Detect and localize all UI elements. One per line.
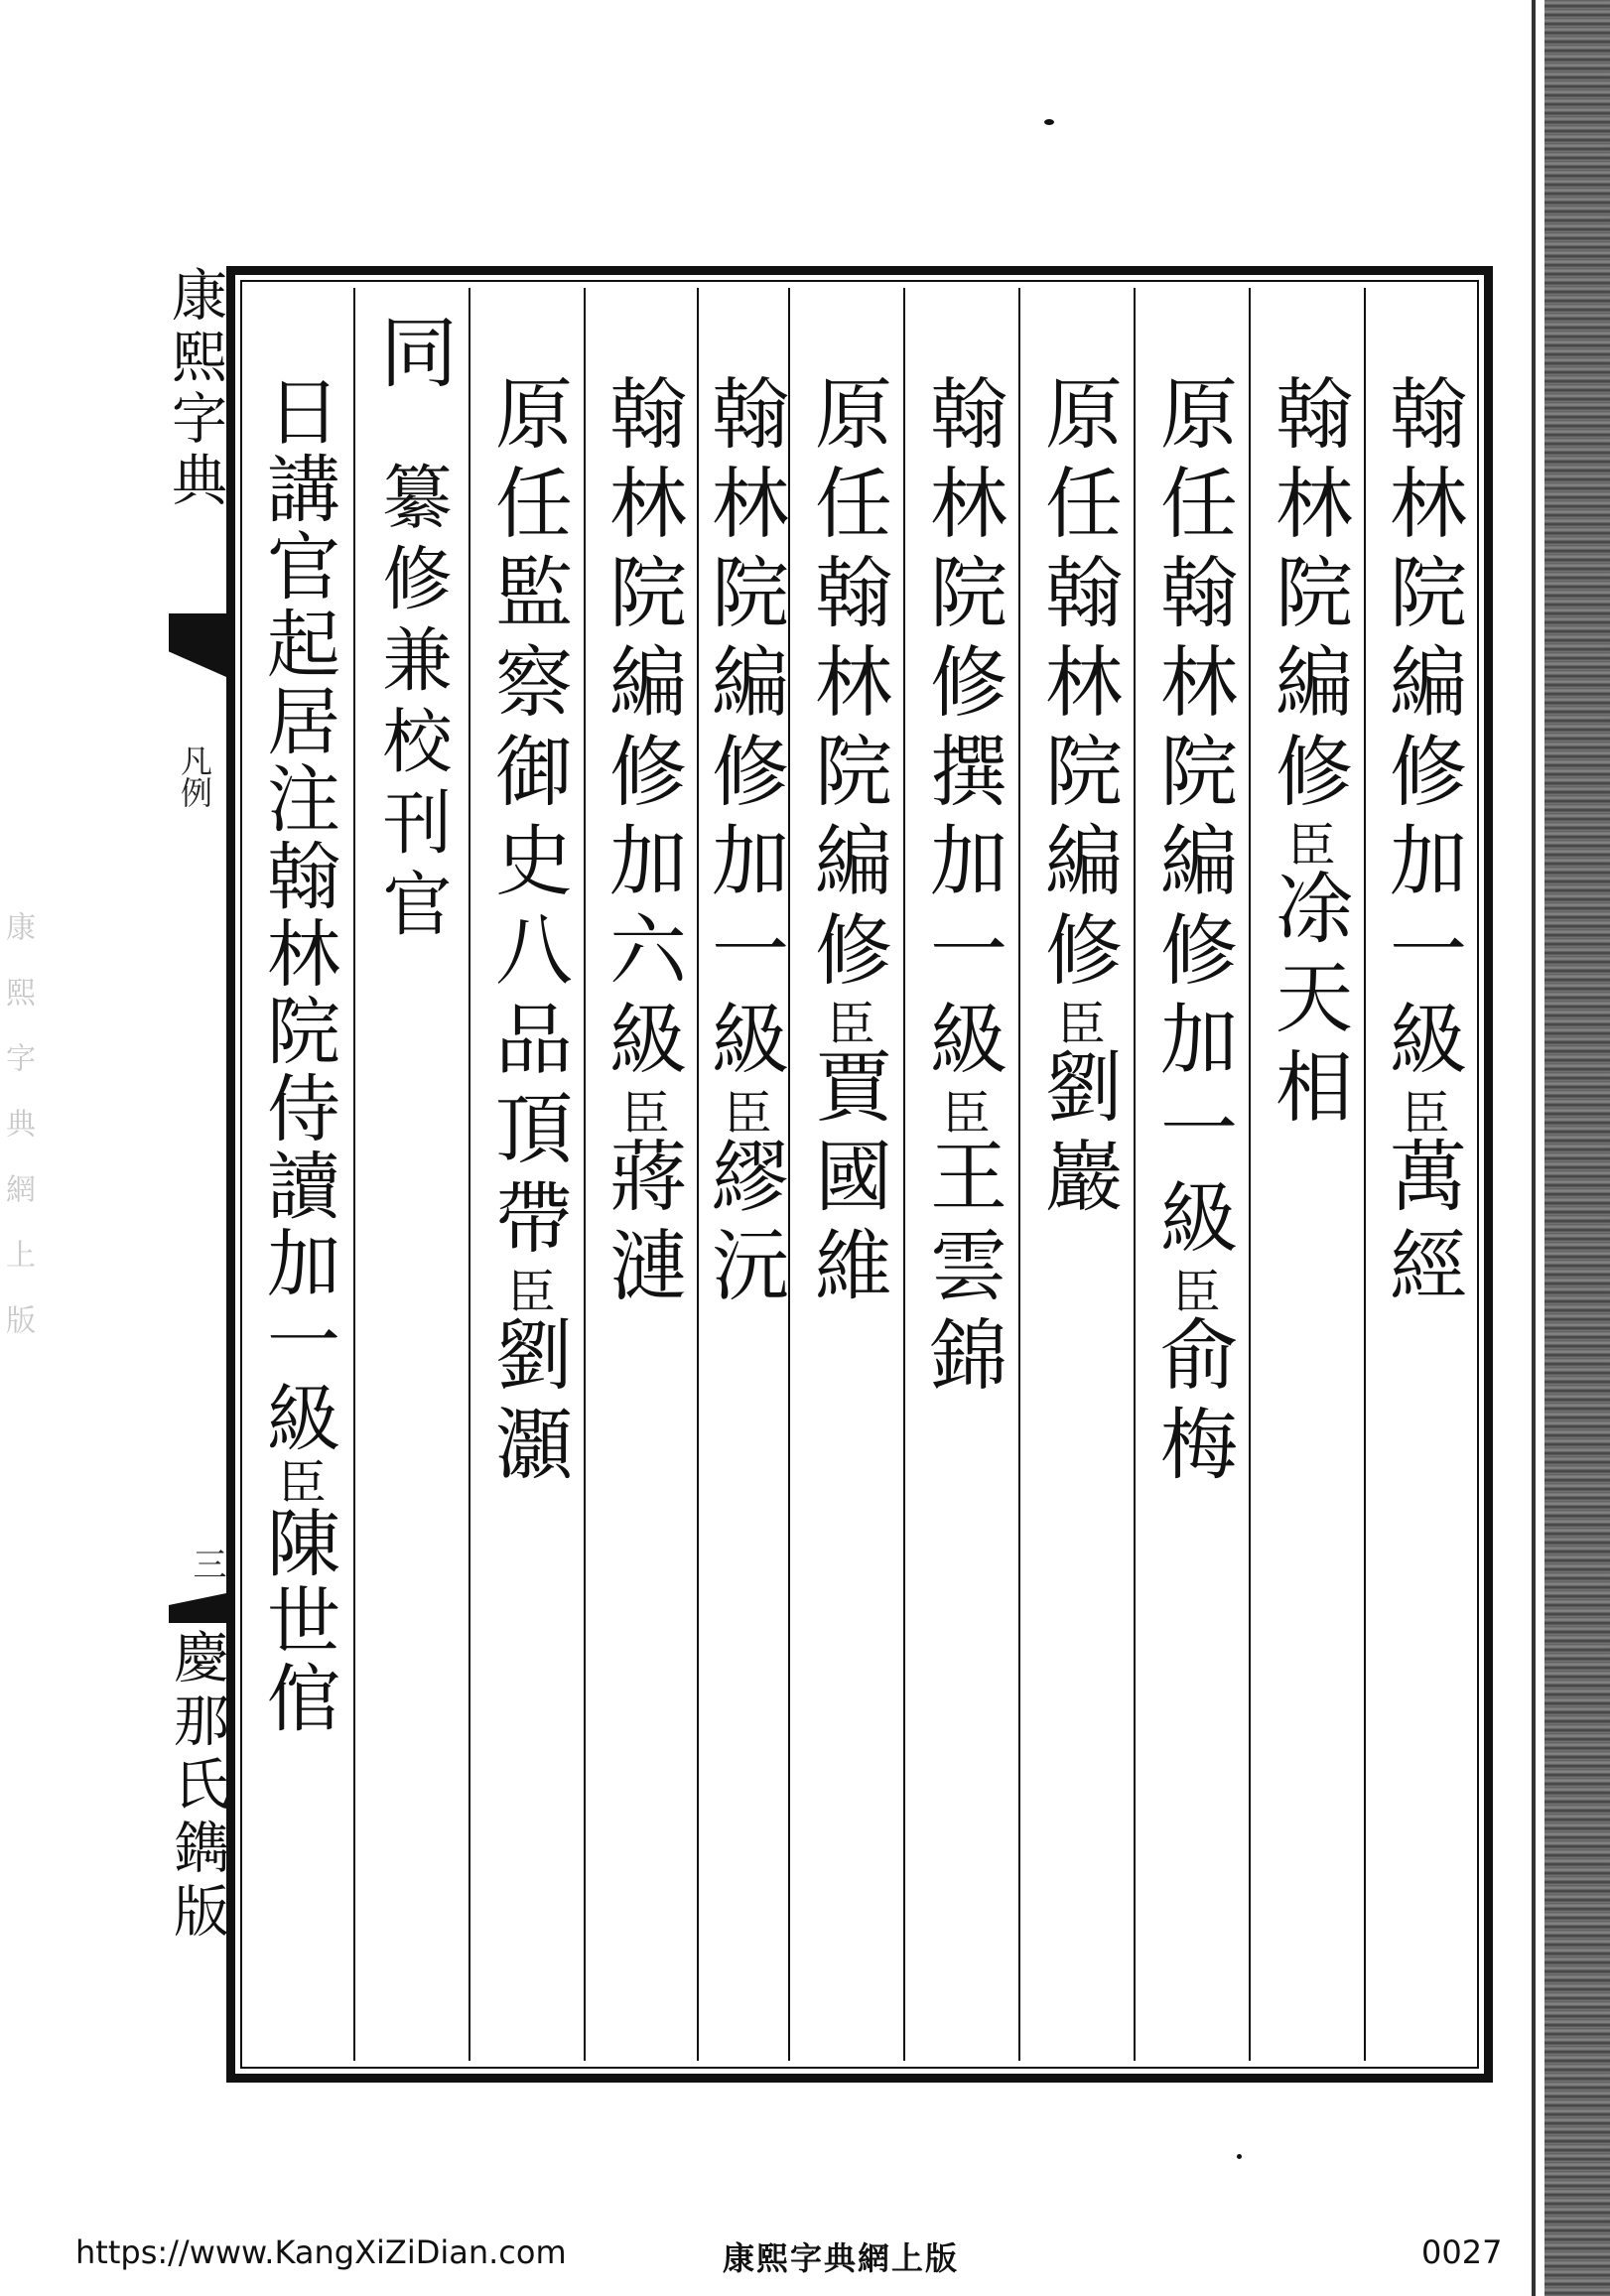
official-name: 萬經 bbox=[1377, 1136, 1466, 1314]
official-mark: 臣 bbox=[819, 999, 874, 1046]
ink-speck bbox=[1044, 119, 1054, 125]
text-column-10 bbox=[353, 288, 469, 2061]
column-title: 翰林院編修 bbox=[1263, 373, 1352, 820]
text-column-11 bbox=[240, 288, 353, 2061]
page-number: 0027 bbox=[1421, 2233, 1503, 2271]
official-name: 繆沅 bbox=[699, 1136, 788, 1314]
column-title: 日講官起居注翰林院侍讀加一級 bbox=[255, 373, 340, 1457]
column-title: 原任監察御史八品頂帶 bbox=[482, 373, 572, 1267]
office-title: 纂修兼校刊官 bbox=[371, 461, 453, 949]
official-name: 凃天相 bbox=[1263, 868, 1352, 1136]
official-mark: 臣 bbox=[613, 1088, 669, 1136]
site-url-link[interactable]: https://www.KangXiZiDian.com bbox=[75, 2233, 567, 2271]
official-mark: 臣 bbox=[934, 1088, 990, 1136]
official-name: 劉巖 bbox=[1032, 1046, 1122, 1225]
text-column-9 bbox=[469, 288, 584, 2061]
official-name: 陳世倌 bbox=[255, 1505, 340, 1737]
official-mark: 臣 bbox=[1279, 820, 1335, 868]
column-title: 翰林院編修加六級 bbox=[597, 373, 686, 1088]
column-title: 原任翰林院編修加一級 bbox=[1147, 373, 1237, 1267]
official-mark: 臣 bbox=[716, 1088, 771, 1136]
side-watermark: 康熙字典網上版 bbox=[0, 911, 35, 1370]
text-column-2 bbox=[1249, 288, 1364, 2061]
official-name: 劉灝 bbox=[482, 1314, 572, 1493]
official-name: 蔣漣 bbox=[597, 1136, 686, 1314]
text-column-6 bbox=[788, 288, 903, 2061]
official-mark: 臣 bbox=[270, 1457, 326, 1505]
page-edge-shadow bbox=[1544, 0, 1610, 2296]
ink-speck bbox=[1237, 2154, 1242, 2159]
official-name: 俞梅 bbox=[1147, 1314, 1237, 1493]
chinese-page-number: 三 bbox=[187, 1547, 226, 1580]
text-column-5 bbox=[903, 288, 1018, 2061]
official-mark: 臣 bbox=[1164, 1267, 1220, 1314]
text-column-4 bbox=[1018, 288, 1134, 2061]
official-mark: 臣 bbox=[499, 1267, 555, 1314]
text-column-7 bbox=[697, 288, 788, 2061]
official-mark: 臣 bbox=[1394, 1088, 1449, 1136]
column-title: 同 bbox=[367, 312, 457, 401]
official-name: 王雲錦 bbox=[917, 1136, 1006, 1404]
text-column-3 bbox=[1134, 288, 1249, 2061]
book-title: 康熙字典 bbox=[163, 266, 227, 512]
footer-title: 康熙字典網上版 bbox=[723, 2239, 960, 2277]
column-title: 翰林院編修加一級 bbox=[1377, 373, 1466, 1088]
official-name: 賈國維 bbox=[802, 1046, 891, 1314]
text-column-1 bbox=[1364, 288, 1477, 2061]
column-title: 翰林院編修加一級 bbox=[699, 373, 788, 1088]
column-title: 原任翰林院編修 bbox=[1032, 373, 1122, 999]
footer-bar bbox=[0, 2233, 1610, 2277]
column-title: 翰林院修撰加一級 bbox=[917, 373, 1006, 1088]
section-label: 凡例 bbox=[176, 744, 213, 808]
press-name: 慶那氏鐫版 bbox=[165, 1628, 229, 1946]
official-mark: 臣 bbox=[1049, 999, 1105, 1046]
column-title: 原任翰林院編修 bbox=[802, 373, 891, 999]
text-column-8 bbox=[584, 288, 697, 2061]
page-edge-line bbox=[1532, 0, 1536, 2296]
